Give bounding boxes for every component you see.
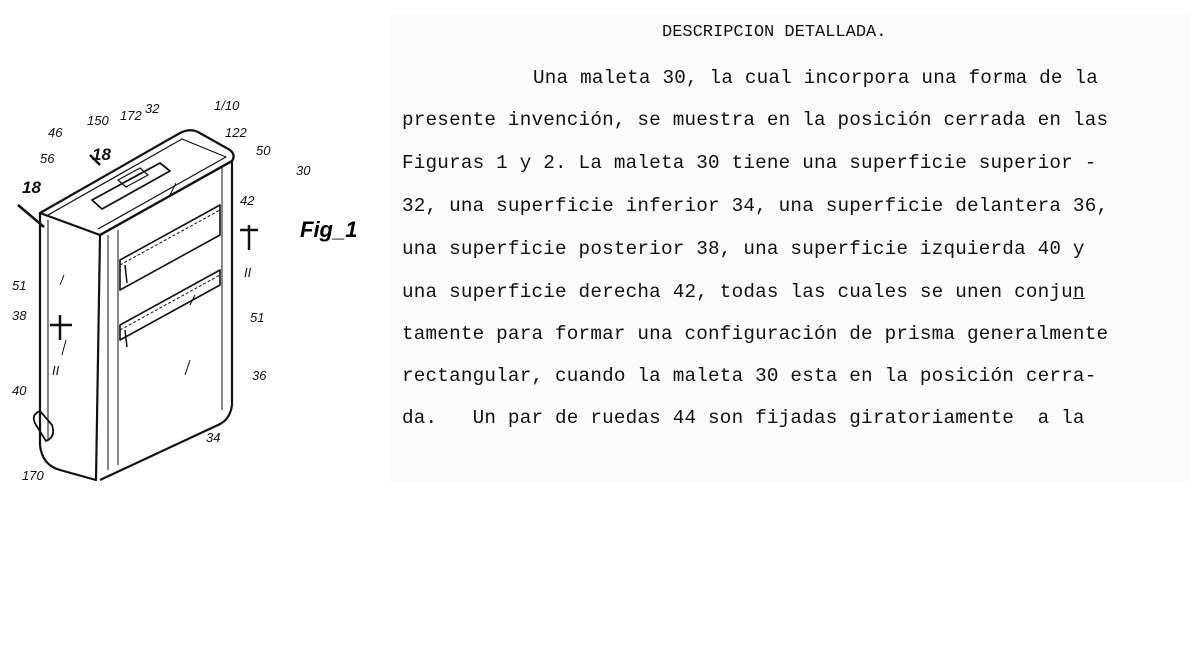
wheel xyxy=(34,411,53,441)
svg-text:170: 170 xyxy=(22,468,44,483)
svg-text:1/10: 1/10 xyxy=(214,98,240,113)
section-heading: DESCRIPCION DETALLADA. xyxy=(662,23,887,42)
svg-text:51: 51 xyxy=(12,278,27,293)
lower-pocket xyxy=(120,270,220,340)
paragraph-line-1: Una maleta 30, la cual incorpora una forma de la xyxy=(533,67,1098,89)
svg-text:18: 18 xyxy=(92,145,111,164)
svg-text:56: 56 xyxy=(40,151,55,166)
paragraph-line-7: tamente para formar una configuración de prisma generalmente xyxy=(402,323,1109,345)
svg-text:II: II xyxy=(244,265,252,280)
svg-text:32: 32 xyxy=(145,101,160,116)
svg-text:34: 34 xyxy=(206,430,221,445)
paragraph-line-6-text: una superficie derecha 42, todas las cuales se unen conju xyxy=(402,281,1073,303)
top-face xyxy=(40,130,234,235)
svg-text:30: 30 xyxy=(296,163,311,178)
svg-text:36: 36 xyxy=(252,368,267,383)
paragraph-line-6 xyxy=(402,281,1085,303)
patent-figure-1 xyxy=(0,85,380,485)
svg-text:II: II xyxy=(52,363,60,378)
svg-text:172: 172 xyxy=(120,108,142,123)
svg-text:50: 50 xyxy=(256,143,271,158)
svg-text:18: 18 xyxy=(22,178,41,197)
svg-text:42: 42 xyxy=(240,193,255,208)
svg-text:46: 46 xyxy=(48,125,63,140)
svg-text:51: 51 xyxy=(250,310,265,325)
svg-text:40: 40 xyxy=(12,383,27,398)
paragraph-line-4: 32, una superficie inferior 34, una superficie delantera 36, xyxy=(402,195,1109,217)
paragraph-line-2: presente invención, se muestra en la posición cerrada en las xyxy=(402,109,1109,131)
svg-text:38: 38 xyxy=(12,308,27,323)
figure-caption: Fig_1 xyxy=(300,217,358,242)
underlined-letter: n xyxy=(1072,281,1085,303)
description-panel xyxy=(390,15,1190,483)
paragraph-line-5: una superficie posterior 38, una superficie izquierda 40 y xyxy=(402,238,1085,260)
suitcase-drawing xyxy=(0,85,380,485)
svg-text:150: 150 xyxy=(87,113,109,128)
svg-text:122: 122 xyxy=(225,125,247,140)
paragraph-line-8: rectangular, cuando la maleta 30 esta en la posición cerra- xyxy=(402,365,1097,387)
paragraph-line-9: da. Un par de ruedas 44 son fijadas giratoriamente a la xyxy=(402,407,1085,429)
paragraph-line-3: Figuras 1 y 2. La maleta 30 tiene una superficie superior - xyxy=(402,152,1097,174)
